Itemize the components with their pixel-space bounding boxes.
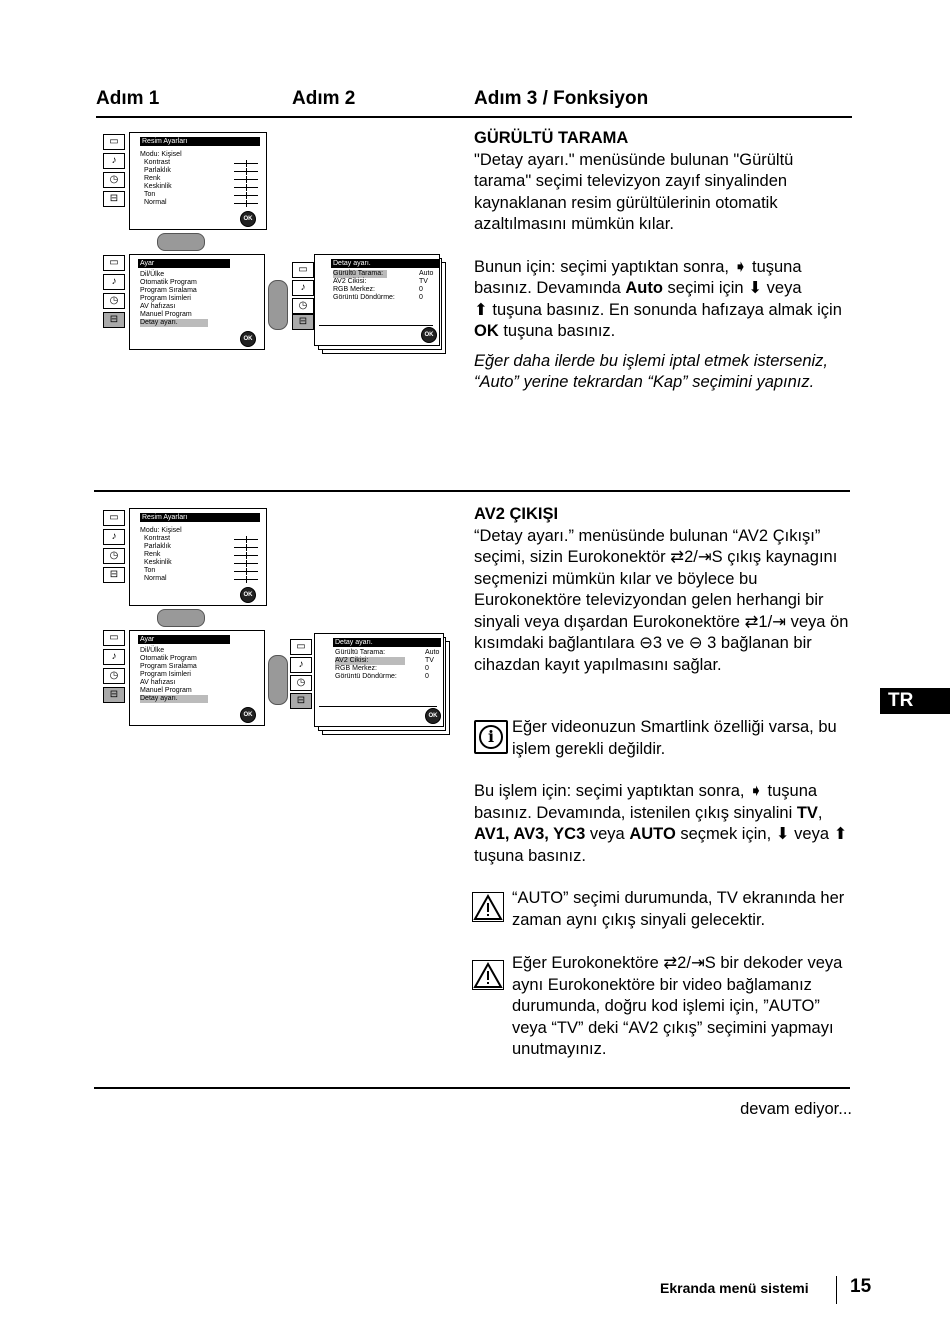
picture-icon: ▭ [290, 639, 312, 655]
slider [234, 539, 258, 540]
down-arrow-icon: ⬇ [748, 279, 763, 297]
picture-menu [129, 508, 267, 606]
menu-line: Parlaklık [144, 543, 171, 550]
setup-icon: ⊟ [103, 687, 125, 703]
warning-icon [472, 892, 504, 922]
section2-para1 [474, 526, 854, 677]
slider [234, 571, 258, 572]
picture-icon: ▭ [103, 134, 125, 150]
menu-line: Modu: Kişisel [140, 151, 182, 158]
section-rule [94, 490, 850, 492]
setup-menu [129, 254, 265, 350]
menu-line: Gürültü Tarama: [335, 649, 386, 656]
text: tuşuna basınız. [474, 846, 586, 865]
bottom-rule [94, 1087, 850, 1089]
menu-line-selected: Gürültü Tarama: [333, 270, 387, 278]
menu-line: AV2 Cikisi: [333, 278, 367, 285]
menu-line: Manuel Program [140, 311, 192, 318]
menu-value: Auto [419, 270, 434, 277]
section1-text [474, 128, 854, 394]
section2-para2: Bu işlem için: seçimi yaptıktan sonra, ➧ tuşuna basınız. Devamında, istenilen çıkış sinyalini TV, AV1, AV3, YC3 veya AUTO seçmek için, ⬇ veya ⬆ tuşuna basınız. [474, 782, 848, 865]
step1-header: Adım 1 [96, 88, 160, 109]
ok-button-icon: OK [240, 707, 256, 723]
text: tuşuna basınız. Devamında [474, 257, 802, 297]
step2-header: Adım 2 [292, 88, 356, 109]
ok-button-icon: OK [421, 327, 437, 343]
footer-divider [836, 1276, 837, 1304]
menu-value: 0 [425, 673, 429, 680]
menu-line: RGB Merkez: [335, 665, 378, 672]
warning-icon [472, 960, 504, 990]
detail-menu [314, 633, 444, 727]
continued-note: devam ediyor... [740, 1100, 852, 1118]
picture-icon: ▭ [103, 255, 125, 271]
picture-icon: ▭ [292, 262, 314, 278]
picture-icon: ▭ [103, 630, 125, 646]
slider [234, 563, 258, 564]
info-icon: i [474, 720, 508, 754]
slider [234, 579, 258, 580]
slider [234, 195, 258, 196]
right-arrow-icon [268, 280, 288, 330]
euro-connector1-icon: ⇄1/⇥ [744, 612, 786, 631]
menu-line: Renk [144, 175, 161, 182]
menu-line: Normal [144, 199, 167, 206]
setup-menu-title: Ayar [138, 635, 230, 644]
sound-icon: ♪ [103, 274, 125, 290]
footer-section: Ekranda menü sistemi [660, 1280, 809, 1296]
bold-text: AUTO [629, 825, 676, 843]
menu-line: Ton [144, 191, 156, 198]
bold-text: AV1, AV3, YC3 [474, 825, 586, 843]
menu-value: Auto [425, 649, 440, 656]
language-tab: TR [880, 688, 950, 714]
text: tuşuna basınız. Devamında, istenilen çıkış sinyalini [474, 782, 818, 822]
sound-icon: ♪ [292, 280, 314, 296]
right-arrow-icon: ➧ [749, 782, 763, 800]
timer-icon: ◷ [103, 668, 125, 684]
menu-line: Program Sıralama [140, 663, 197, 670]
menu-line: Program Isimleri [140, 671, 191, 678]
timer-icon: ◷ [103, 172, 125, 188]
picture-menu-title: Resim Ayarları [140, 137, 260, 146]
section2-text [474, 504, 854, 676]
menu-value: 0 [419, 286, 423, 293]
info-note: Eğer videonuzun Smartlink özelliği varsa, bu işlem gerekli değildir. [512, 718, 837, 758]
menu-line: Manuel Program [140, 687, 192, 694]
menu-line: RGB Merkez: [333, 286, 376, 293]
setup-icon: ⊟ [103, 312, 125, 328]
warning-note1: “AUTO” seçimi durumunda, TV ekranında her zaman aynı çıkış sinyali gelecektir. [512, 889, 845, 929]
euro-connector2-icon: ⇄2/⇥S [663, 954, 716, 972]
slider [234, 203, 258, 204]
section1-para2 [474, 257, 854, 343]
menu-value: 0 [419, 294, 423, 301]
menu-line: Modu: Kişisel [140, 527, 182, 534]
menu-line: Görüntü Döndürme: [333, 294, 395, 301]
step3-header: Adım 3 / Fonksiyon [474, 88, 649, 109]
menu-line: Kontrast [144, 159, 171, 166]
text: veya [794, 825, 830, 843]
section1-para3: Eğer daha ilerde bu işlemi iptal etmek isterseniz, “Auto” yerine tekrardan “Kap” seçimini yapınız. [474, 351, 829, 391]
timer-icon: ◷ [290, 675, 312, 691]
text: veya [766, 279, 802, 297]
menu-line: Dil/Ülke [140, 647, 165, 654]
menu-line: Program Isimleri [140, 295, 191, 302]
menu-line: Dil/Ülke [140, 271, 165, 278]
detail-menu-title: Detay ayarı. [331, 259, 439, 268]
menu-line: Otomatik Program [140, 279, 197, 286]
menu-line: AV hafızası [140, 303, 176, 310]
ok-button-icon: OK [240, 587, 256, 603]
page-number: 15 [850, 1276, 872, 1297]
text: “Detay ayarı.” menüsünde bulunan “AV2 Çıkışı” seçimi, sizin Eurokonektör [474, 526, 821, 566]
picture-menu-title: Resim Ayarları [140, 513, 260, 522]
menu-line: Keskinlik [144, 183, 172, 190]
timer-icon: ◷ [103, 293, 125, 309]
down-arrow-icon [157, 233, 205, 251]
slider [234, 547, 258, 548]
section1-para1: "Detay ayarı." menüsünde bulunan "Gürültü tarama" seçimi televizyon zayıf sinyalinden kaynaklanan resim gürültülerinin otomatik azaltılmasını mümkün kılar. [474, 150, 794, 233]
text: çıkış kaynagını seçmenizi mümkün kılar ve böylece bu Eurokonektöre televizyondan gelen herhangi bir sinyali veya dışardan Eurokonektöre [474, 548, 838, 631]
bold-text: Auto [625, 279, 663, 297]
text: bağlanan bir cihazdan kayıt yapılmasını sağlar. [474, 634, 812, 674]
section2-title: AV2 ÇIKIŞI [474, 505, 559, 523]
menu-value: 0 [425, 665, 429, 672]
text: tuşuna basınız. En sonunda hafızaya almak için [492, 300, 842, 319]
slider [234, 171, 258, 172]
sound-icon: ♪ [103, 529, 125, 545]
slider [234, 555, 258, 556]
text: Bu işlem için: seçimi yaptıktan sonra, [474, 782, 745, 800]
section1-title: GÜRÜLTÜ TARAMA [474, 129, 629, 147]
down-arrow-icon: ⬇ [775, 825, 790, 843]
timer-icon: ◷ [103, 548, 125, 564]
setup-icon: ⊟ [103, 567, 125, 583]
menu-line: Normal [144, 575, 167, 582]
menu-line-selected: Detay ayarı. [140, 319, 208, 327]
bold-text: TV [796, 803, 818, 822]
detail-menu-title: Detay ayarı. [333, 638, 441, 647]
text: seçimi için [667, 279, 744, 297]
slider [234, 179, 258, 180]
menu-line: AV hafızası [140, 679, 176, 686]
header-rule [96, 116, 852, 118]
menu-line: Ton [144, 567, 156, 574]
ok-button-icon: OK [240, 331, 256, 347]
picture-icon: ▭ [103, 510, 125, 526]
slider [234, 187, 258, 188]
euro-connector2-icon: ⇄2/⇥S [670, 548, 723, 566]
menu-value: TV [419, 278, 428, 285]
down-arrow-icon [157, 609, 205, 627]
menu-divider [319, 706, 437, 707]
setup-icon: ⊟ [290, 693, 312, 709]
menu-line: Program Sıralama [140, 287, 197, 294]
menu-value: TV [425, 657, 434, 664]
bold-text: OK [474, 322, 499, 340]
warning-note2 [512, 953, 852, 1061]
sound-icon: ♪ [290, 657, 312, 673]
text: Eğer Eurokonektöre [512, 954, 659, 972]
menu-divider [319, 325, 433, 326]
text: tuşuna basınız. [503, 322, 616, 340]
text: seçmek için, [680, 825, 772, 843]
sound-icon: ♪ [103, 153, 125, 169]
menu-line: Otomatik Program [140, 655, 197, 662]
front-input3-icon: ⊖3 [639, 634, 663, 652]
slider [234, 163, 258, 164]
right-arrow-icon: ➧ [733, 257, 748, 276]
menu-line: Görüntü Döndürme: [335, 673, 397, 680]
menu-line-selected: Detay ayarı. [140, 695, 208, 703]
sound-icon: ♪ [103, 649, 125, 665]
picture-menu [129, 132, 267, 230]
setup-menu-title: Ayar [138, 259, 230, 268]
menu-line-selected: AV2 Cikisi: [335, 657, 405, 665]
detail-menu [314, 254, 440, 346]
menu-line: Keskinlik [144, 559, 172, 566]
setup-menu [129, 630, 265, 726]
timer-icon: ◷ [292, 298, 314, 314]
menu-line: Kontrast [144, 535, 171, 542]
menu-line: Parlaklık [144, 167, 171, 174]
text: ve [666, 634, 685, 652]
setup-icon: ⊟ [292, 314, 314, 330]
text: veya ön kısımdaki bağlantılara [474, 612, 849, 652]
front-input3-svideo-icon: ⊖ 3 [688, 634, 717, 652]
text: bir dekoder veya aynı Eurokonektöre bir video bağlamanız durumunda, doğru kod işlemi için, ”AUTO” veya “TV” deki “AV2 çıkış” seçimini yapmayı unutmayınız. [512, 954, 843, 1058]
up-arrow-icon: ⬆ [833, 825, 848, 843]
menu-line: Renk [144, 551, 161, 558]
right-arrow-icon [268, 655, 288, 705]
ok-button-icon: OK [240, 211, 256, 227]
text: Bunun için: seçimi yaptıktan sonra, [474, 257, 729, 276]
text: veya [589, 825, 625, 843]
ok-button-icon: OK [425, 708, 441, 724]
up-arrow-icon: ⬆ [474, 300, 488, 319]
setup-icon: ⊟ [103, 191, 125, 207]
